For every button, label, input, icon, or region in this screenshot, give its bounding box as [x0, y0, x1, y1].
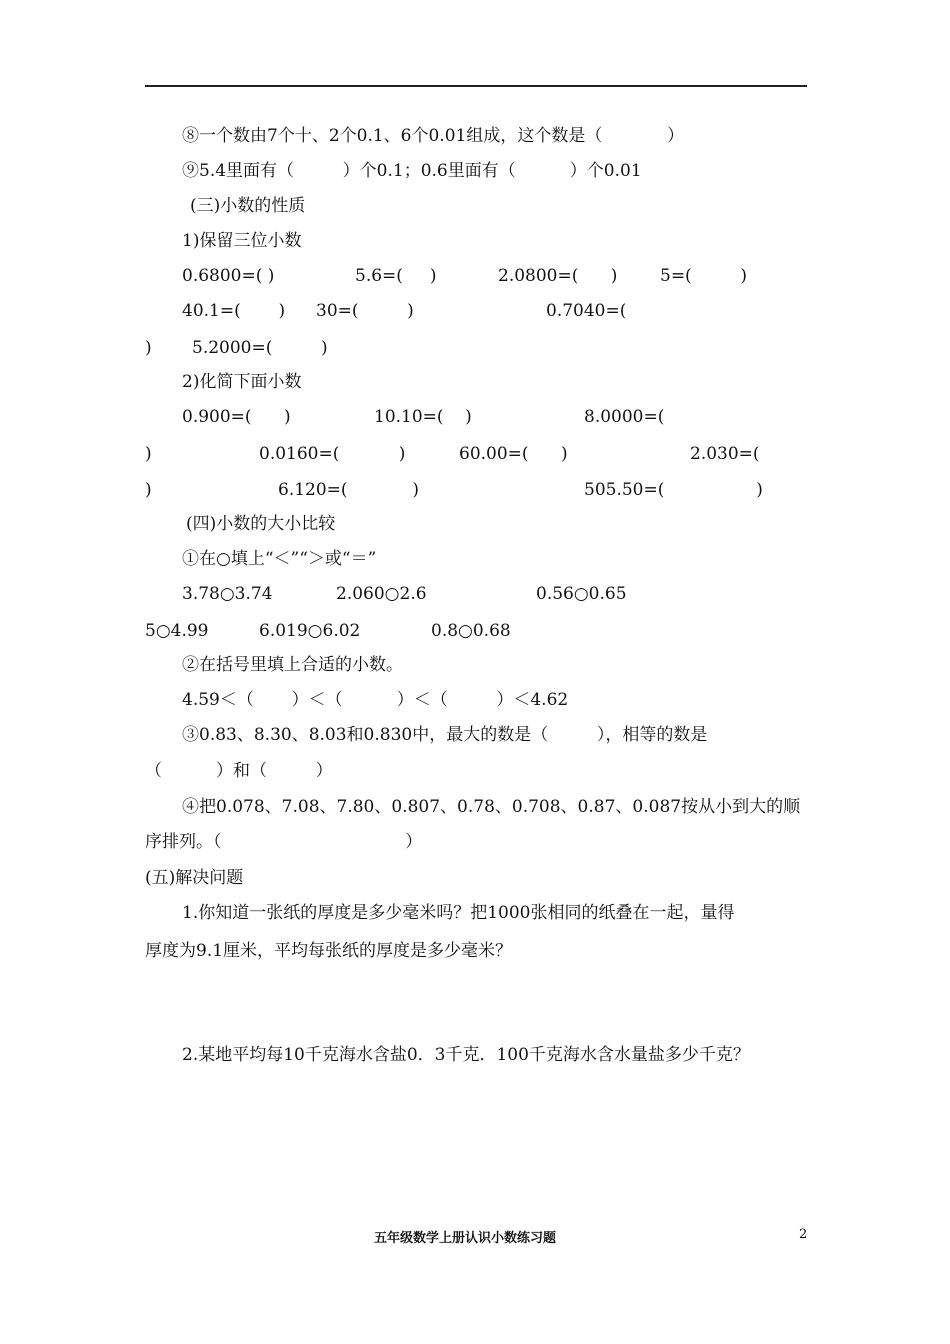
footer-title: 五年级数学上册认识小数练习题 [374, 1231, 557, 1246]
row1-item1: 0.6800=( ) [182, 266, 275, 286]
row5-item3: 60.00=( ) [459, 444, 568, 464]
row5-item1: ) [145, 444, 152, 464]
row8-item2: 6.019○6.02 [259, 621, 361, 641]
subsection-4-4: ④把0.078、7.08、7.80、0.807、0.78、0.708、0.87、0.087按从小到大的顺 [182, 797, 801, 817]
problem-2: 2.某地平均每10千克海水含盐0．3千克．100千克海水含水量盐多少千克？ [182, 1045, 750, 1065]
section-4-heading: (四)小数的大小比较 [186, 514, 336, 534]
row4-item2: 10.10=( ) [374, 407, 472, 427]
row6-item2: 6.120=( ) [278, 480, 420, 500]
page-number: 2 [799, 1227, 808, 1242]
problem-1-cont: 厚度为9.1厘米，平均每张纸的厚度是多少毫米？ [145, 941, 513, 961]
section-5-heading: (五)解决问题 [145, 868, 244, 888]
row5-item4: 2.030=( [690, 444, 760, 464]
row2-item2: 30=( ) [316, 301, 414, 321]
subsection-4-3-cont: （ ）和（ ） [145, 761, 333, 781]
header-rule [145, 85, 807, 87]
row2-item3: 0.7040=( [546, 301, 627, 321]
row6-item3: 505.50=( ) [584, 480, 763, 500]
subsection-3-1: 1)保留三位小数 [182, 231, 302, 251]
row4-item1: 0.900=( ) [182, 407, 291, 427]
row6-item1: ) [145, 480, 152, 500]
row7-item3: 0.56○0.65 [536, 584, 627, 604]
row1-item2: 5.6=( ) [355, 266, 437, 286]
row9: 4.59＜（ ）＜（ ）＜（ ）＜4.62 [182, 690, 569, 710]
subsection-4-4-cont: 序排列。（ ） [145, 832, 423, 852]
section-3-heading: (三)小数的性质 [190, 196, 306, 216]
row1-item4: 5=( ) [660, 266, 747, 286]
subsection-4-1: ①在○填上“＜”“＞或“＝” [182, 549, 377, 569]
row1-item3: 2.0800=( ) [498, 266, 618, 286]
subsection-3-2: 2)化简下面小数 [182, 372, 302, 392]
question-9: ⑨5.4里面有（ ）个0.1；0.6里面有（ ）个0.01 [182, 161, 642, 181]
row2-item1: 40.1=( ) [182, 301, 286, 321]
row8-item3: 0.8○0.68 [431, 621, 511, 641]
row3-item1: ) [145, 338, 152, 358]
row5-item2: 0.0160=( ) [259, 444, 406, 464]
question-8: ⑧一个数由7个十、2个0.1、6个0.01组成，这个数是（ ） [182, 126, 685, 146]
row7-item2: 2.060○2.6 [336, 584, 427, 604]
row4-item3: 8.0000=( [584, 407, 665, 427]
subsection-4-2: ②在括号里填上合适的小数。 [182, 655, 403, 675]
row8-item1: 5○4.99 [145, 621, 209, 641]
row7-item1: 3.78○3.74 [182, 584, 273, 604]
row3-item2: 5.2000=( ) [192, 338, 328, 358]
problem-1: 1.你知道一张纸的厚度是多少毫米吗？把1000张相同的纸叠在一起，量得 [182, 903, 735, 923]
subsection-4-3: ③0.83、8.30、8.03和0.830中，最大的数是（ ），相等的数是 [182, 725, 708, 745]
